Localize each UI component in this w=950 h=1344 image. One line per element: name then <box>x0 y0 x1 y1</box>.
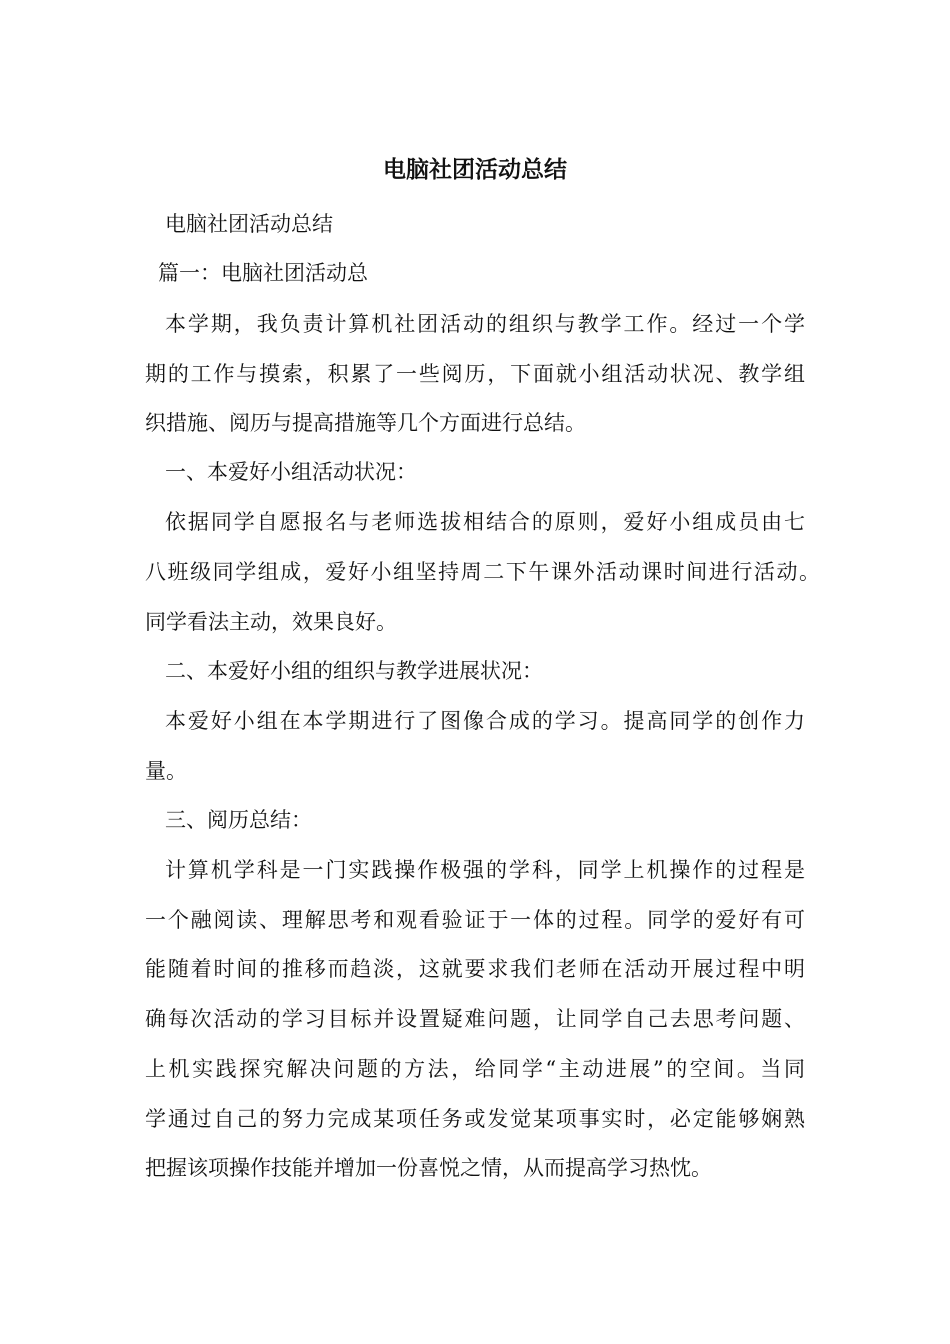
paragraph-line: 同学看法主动，效果良好。 <box>145 610 397 634</box>
paragraph-line: 八班级同学组成，爱好小组坚持周二下午课外活动课时间进行活动。 <box>145 560 820 584</box>
paragraph-line: 期的工作与摸索，积累了一些阅历，下面就小组活动状况、教学组 <box>145 362 805 386</box>
paragraph-line: 确每次活动的学习目标并设置疑难问题，让同学自己去思考问题、 <box>145 1007 805 1031</box>
paragraph-line: 本爱好小组在本学期进行了图像合成的学习。提高同学的创作力 <box>165 709 805 733</box>
paragraph-line: 学通过自己的努力完成某项任务或发觉某项事实时，必定能够娴熟 <box>145 1107 805 1131</box>
subtitle-line: 电脑社团活动总结 <box>165 212 333 236</box>
section-heading: 二、本爱好小组的组织与教学进展状况： <box>165 659 543 683</box>
paragraph-line: 计算机学科是一门实践操作极强的学科，同学上机操作的过程是 <box>165 858 805 882</box>
paragraph-line: 把握该项操作技能并增加一份喜悦之情，从而提高学习热忱。 <box>145 1156 712 1180</box>
section-heading: 三、阅历总结： <box>165 808 312 832</box>
document-title: 电脑社团活动总结 <box>383 156 567 183</box>
paragraph-line: 织措施、阅历与提高措施等几个方面进行总结。 <box>145 411 586 435</box>
paragraph-line: 本学期，我负责计算机社团活动的组织与教学工作。经过一个学 <box>165 312 805 336</box>
paragraph-line: 依据同学自愿报名与老师选拔相结合的原则，爱好小组成员由七 <box>165 510 805 534</box>
paragraph-line: 上机实践探究解决问题的方法，给同学“主动进展”的空间。当同 <box>145 1057 805 1081</box>
section-heading: 篇一：电脑社团活动总 <box>158 261 368 285</box>
paragraph-line: 能随着时间的推移而趋淡，这就要求我们老师在活动开展过程中明 <box>145 957 805 981</box>
section-heading: 一、本爱好小组活动状况： <box>165 460 417 484</box>
paragraph-line: 量。 <box>145 759 187 783</box>
paragraph-line: 一个融阅读、理解思考和观看验证于一体的过程。同学的爱好有可 <box>145 908 805 932</box>
